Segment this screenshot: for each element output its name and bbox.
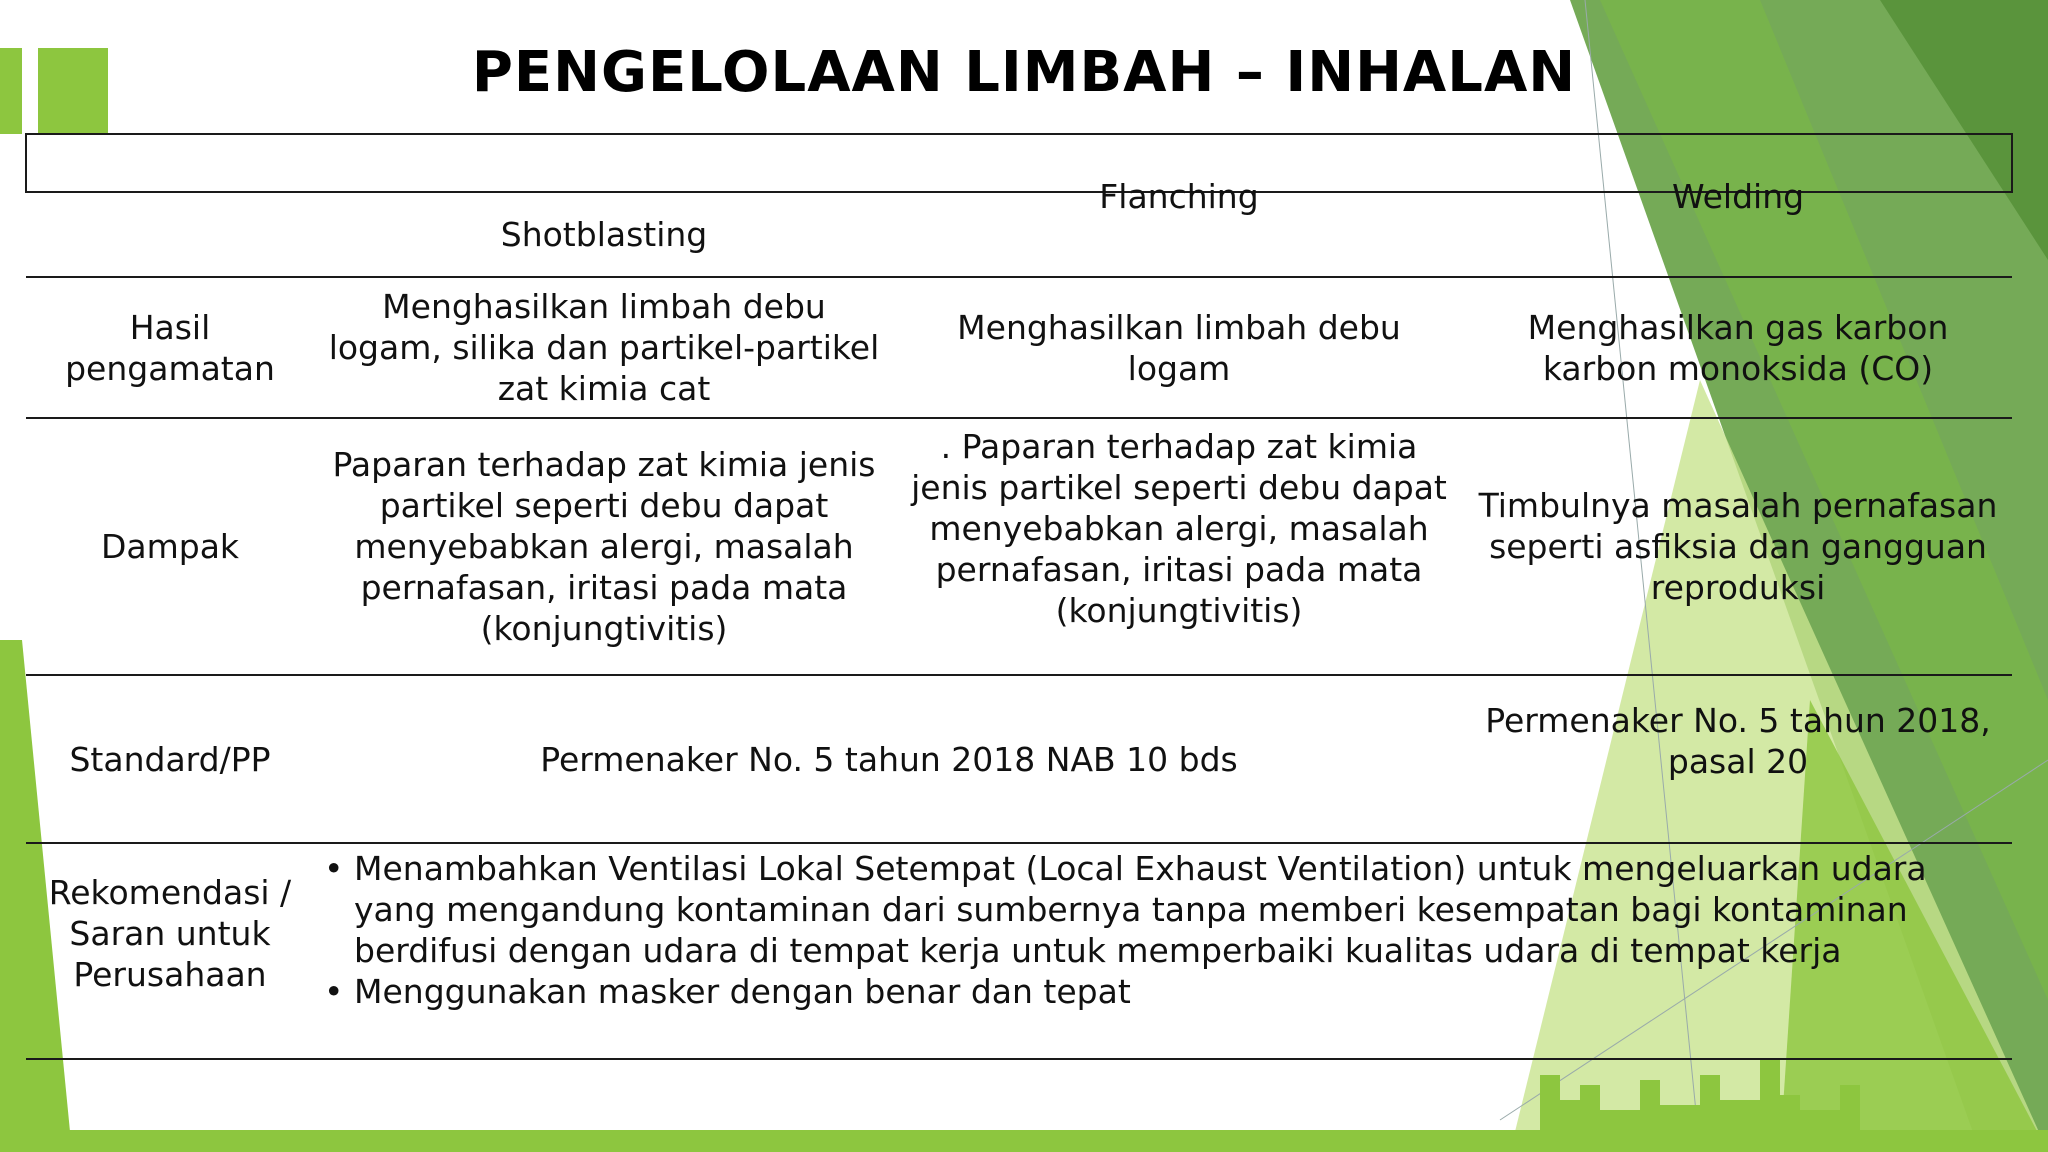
- standard-welding: Permenaker No. 5 tahun 2018, pasal 20: [1464, 675, 2012, 843]
- column-header-shotblasting: Shotblasting: [314, 192, 894, 277]
- standard-shotblasting-flanching: Permenaker No. 5 tahun 2018 NAB 10 bds: [314, 675, 1464, 843]
- list-item: • Menambahkan Ventilasi Lokal Setempat (Local Exhaust Ventilation) untuk mengeluarkan udara yang mengandung kontaminan dari sumbernya tanpa memberi kesempatan bagi kontaminan berdifusi dengan udara di tempat kerja untuk memperbaiki kualitas udara di tempat kerja: [346, 848, 2004, 971]
- rekomendasi-content: [314, 843, 2012, 1059]
- column-header-welding: Welding: [1464, 192, 2012, 277]
- empty-corner-cell: [26, 192, 314, 277]
- row-label-dampak: Dampak: [26, 418, 314, 675]
- table-column-row: [26, 192, 2012, 277]
- table-row: [26, 675, 2012, 843]
- row-label-rekomendasi: Rekomendasi / Saran untuk Perusahaan: [26, 843, 314, 1059]
- dampak-flanching: . Paparan terhadap zat kimia jenis partikel seperti debu dapat menyebabkan alergi, masalah pernafasan, iritasi pada mata (konjungtivitis): [894, 418, 1464, 675]
- hasil-welding: Menghasilkan gas karbon karbon monoksida (CO): [1464, 277, 2012, 418]
- recommendation-list: [322, 848, 2004, 1012]
- list-item: • Menggunakan masker dengan benar dan tepat: [346, 971, 2004, 1012]
- row-label-hasil: Hasil pengamatan: [26, 277, 314, 418]
- unit-kerja-header: Unit Kerja: [26, 134, 2012, 192]
- hasil-shotblasting: Menghasilkan limbah debu logam, silika dan partikel-partikel zat kimia cat: [314, 277, 894, 418]
- dampak-welding: Timbulnya masalah pernafasan seperti asfiksia dan gangguan reproduksi: [1464, 418, 2012, 675]
- column-header-flanching: Flanching: [894, 192, 1464, 277]
- waste-management-table: [25, 133, 2013, 1060]
- page-title: PENGELOLAAN LIMBAH – INHALAN: [471, 40, 1577, 105]
- table-row: [26, 277, 2012, 418]
- table-row: [26, 843, 2012, 1059]
- hasil-flanching: Menghasilkan limbah debu logam: [894, 277, 1464, 418]
- row-label-standard: Standard/PP: [26, 675, 314, 843]
- table-row: [26, 418, 2012, 675]
- dampak-shotblasting: Paparan terhadap zat kimia jenis partikel seperti debu dapat menyebabkan alergi, masalah pernafasan, iritasi pada mata (konjungtivitis): [314, 418, 894, 675]
